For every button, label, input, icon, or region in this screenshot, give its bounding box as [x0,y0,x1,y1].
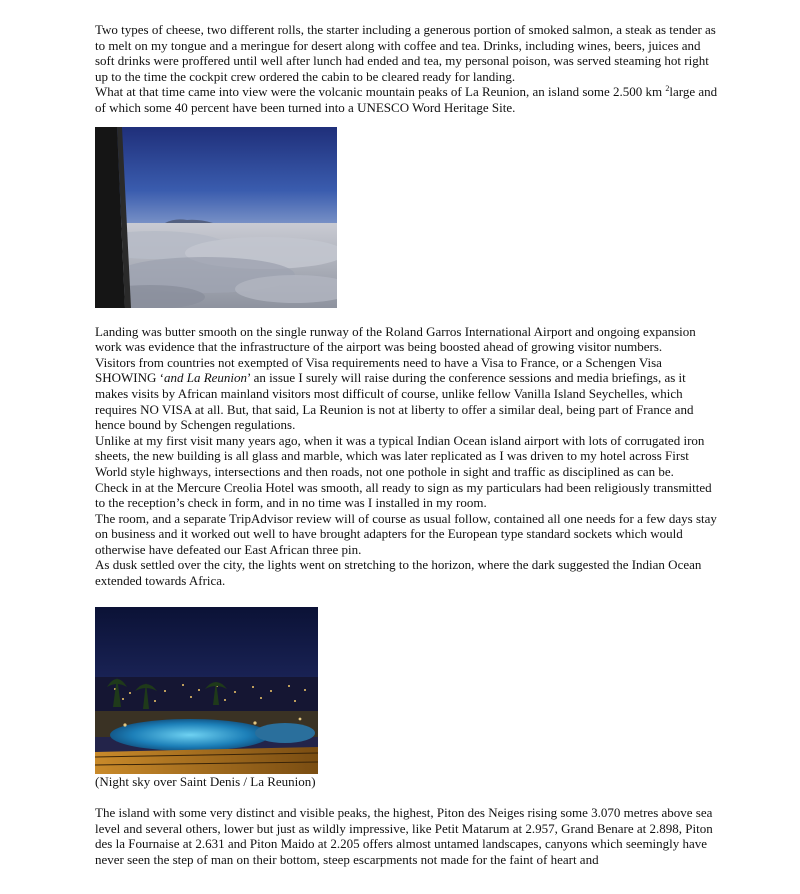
paragraph-room: The room, and a separate TripAdvisor review will of course as usual follow, contained all one needs for a few days stay on business and it worked out well to have brought adapters for the European type standard sockets which would otherwise have defeated our East African three pin. [95,510,717,557]
paragraph-check-in: Check in at the Mercure Creolia Hotel was smooth, all ready to sign as my particulars had been religiously transmitted to the reception’s check in form, and in no time was I installed in my room. [95,479,712,511]
paragraph-dusk: As dusk settled over the city, the lights went on stretching to the horizon, where the dark suggested the Indian Ocean extended towards Africa. [95,557,702,589]
paragraph-visa [95,355,720,433]
visa-text-after: ’ an issue I surely will raise during the conference sessions and media briefings, as it makes visits by African mainland visitors most difficult of course, unlike fellow Vanilla Island Seychelles, which requires NO VISA at all. But, that said, La Reunion is not at liberty to offer a similar deal, being part of France and hence bound by Schengen regulations. [95,370,694,433]
reunion-text-before: What at that time came into view were the volcanic mountain peaks of La Reunion, an island some 2.500 km [95,84,666,100]
visa-text-italic: and La Reunion [163,370,248,386]
photo-caption: (Night sky over Saint Denis / La Reunion) [95,773,316,789]
spacer [95,789,720,805]
photo-night-pool [95,607,318,774]
photo-airplane-window-clouds [95,127,337,308]
paragraph-landing: Landing was butter smooth on the single runway of the Roland Garros International Airport and ongoing expansion work was evidence that the infrastructure of the airport was being boosted ahead of growing visitor numbers. [95,323,696,355]
paragraph-reunion-view [95,84,720,115]
paragraph-airport-building: Unlike at my first visit many years ago, when it was a typical Indian Ocean island airport with lots of corrugated iron sheets, the new building is all glass and marble, which was later replicated as I was driven to my hotel across First World style highways, intersections and then roads, not one pothole in sight and traffic as disciplined as can be. [95,432,705,479]
reunion-text-after: large and of which some 40 percent have been turned into a UNESCO Word Heritage Site. [95,84,718,115]
visa-text-before: Visitors from countries not exempted of Visa requirements need to have a Visa to France, or a Schengen Visa SHOWING ‘ [95,354,662,386]
paragraph-peaks: The island with some very distinct and visible peaks, the highest, Piton des Neiges rising some 3.070 metres above sea level and several others, lower but just as wildly impressive, like Petit Matarum at 2.957, Grand Benare at 2.898, Piton des la Fournaise at 2.631 and Piton Maido at 2.205 offers almost untamed landscapes, canyons which seemingly have never seen the step of man on their bottom, steep escarpments not made for the faint of heart and [95,805,713,868]
paragraph-meal: Two types of cheese, two different rolls, the starter including a generous portion of smoked salmon, a steak as tender as to melt on my tongue and a meringue for desert along with coffee and tea. Drinks, including wines, beers, juices and soft drinks were proffered until well after lunch had ended and tea, my personal poison, was served steaming hot right up to the time the cockpit crew ordered the cabin to be cleared ready for landing. [95,22,716,84]
superscript-2: 2 [665,84,670,94]
document-page [95,22,720,868]
